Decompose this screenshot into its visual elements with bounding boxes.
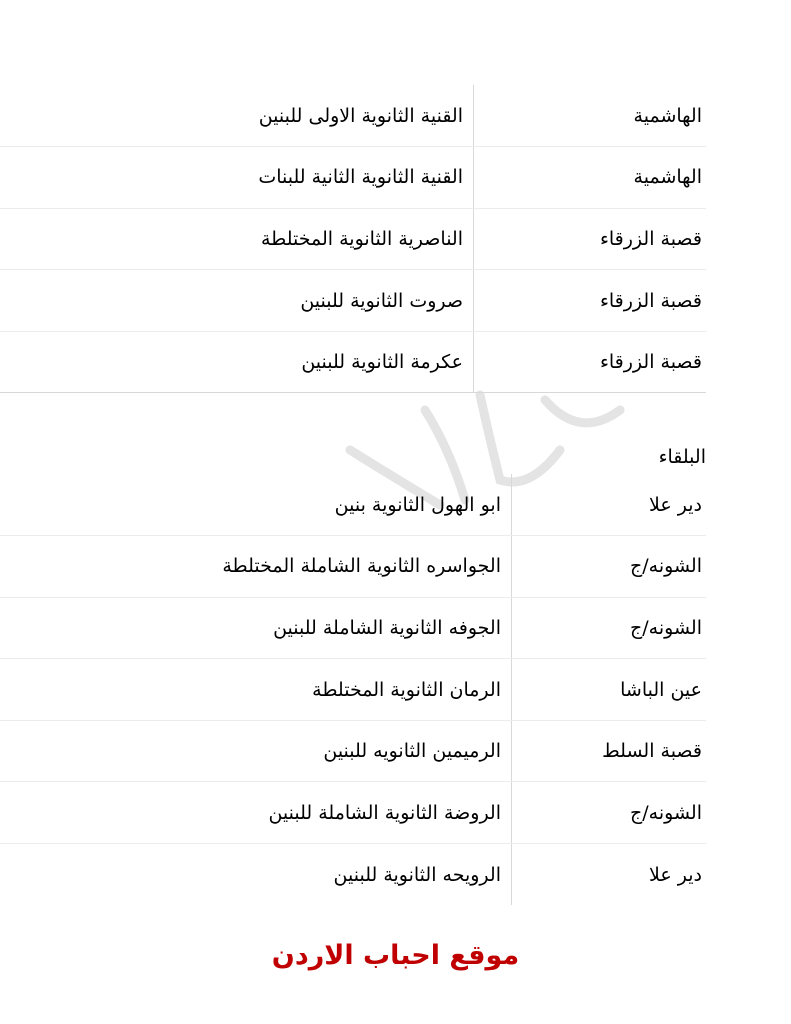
table-row	[0, 208, 706, 270]
district-cell: قصبة الزرقاء	[474, 331, 707, 393]
table-row	[0, 474, 706, 536]
district-cell: الشونه/ج	[512, 597, 707, 659]
school-cell: الجوفه الثانوية الشاملة للبنين	[0, 597, 512, 659]
footer-site-name: موقع احباب الاردن	[271, 940, 520, 971]
district-cell: قصبة الزرقاء	[474, 208, 707, 270]
table-row	[0, 331, 706, 393]
schools-table-section-1	[0, 85, 706, 393]
district-cell: عين الباشا	[512, 659, 707, 721]
school-cell: صروت الثانوية للبنين	[0, 270, 474, 332]
district-cell: الشونه/ج	[512, 782, 707, 844]
district-cell: دير علا	[512, 474, 707, 536]
school-cell: الجواسره الثانوية الشاملة المختلطة	[0, 536, 512, 598]
school-cell: الرمان الثانوية المختلطة	[0, 659, 512, 721]
schools-table	[0, 474, 706, 905]
schools-table-section-2	[0, 474, 706, 905]
school-cell: القنية الثانوية الثانية للبنات	[0, 147, 474, 209]
district-cell: قصبة الزرقاء	[474, 270, 707, 332]
district-cell: الهاشمية	[474, 147, 707, 209]
school-cell: ابو الهول الثانوية بنين	[0, 474, 512, 536]
table-row	[0, 270, 706, 332]
district-cell: دير علا	[512, 844, 707, 906]
table-row	[0, 659, 706, 721]
table-row	[0, 536, 706, 598]
section-title-balqa: البلقاء	[658, 446, 706, 468]
school-cell: الروضة الثانوية الشاملة للبنين	[0, 782, 512, 844]
table-row	[0, 720, 706, 782]
district-cell: الهاشمية	[474, 85, 707, 147]
school-cell: الرويحه الثانوية للبنين	[333, 863, 501, 886]
district-cell: قصبة السلط	[512, 720, 707, 782]
table-row	[0, 844, 706, 906]
school-cell: الناصرية الثانوية المختلطة	[0, 208, 474, 270]
table-row	[0, 782, 706, 844]
table-row	[0, 85, 706, 147]
table-row	[0, 597, 706, 659]
schools-table	[0, 85, 706, 393]
district-cell: الشونه/ج	[512, 536, 707, 598]
school-cell: الرميمين الثانويه للبنين	[0, 720, 512, 782]
school-cell: عكرمة الثانوية للبنين	[0, 331, 474, 393]
school-cell: القنية الثانوية الاولى للبنين	[0, 85, 474, 147]
table-row	[0, 147, 706, 209]
